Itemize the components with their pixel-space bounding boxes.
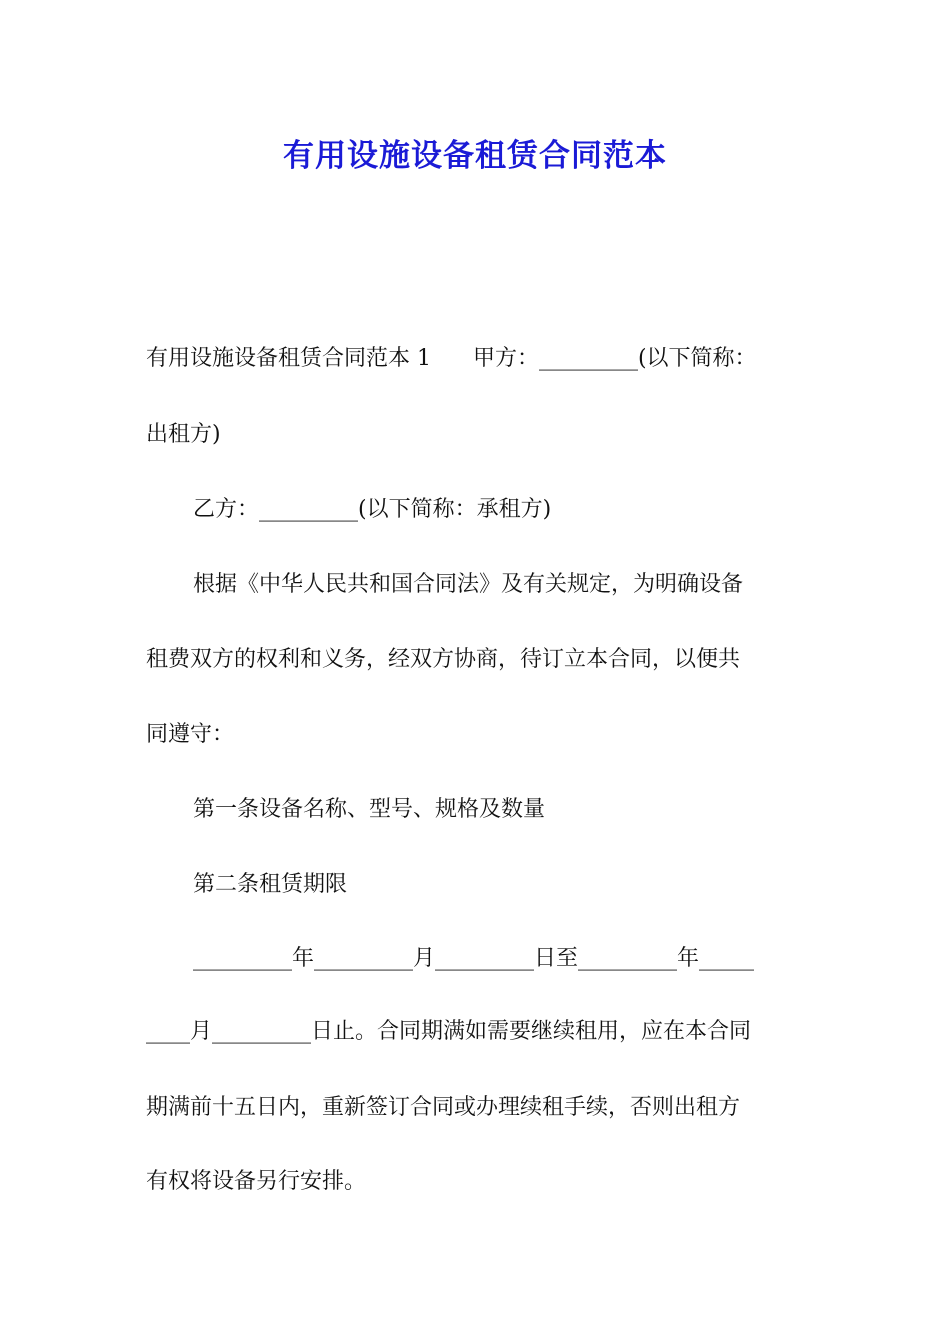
lease-period-line-3: 期满前十五日内，重新签订合同或办理续租手续，否则出租方 xyxy=(146,1095,741,1120)
lease-period-line-1: _________年_________月_________日至_________年_____ xyxy=(193,946,755,971)
article-1-heading: 第一条设备名称、型号、规格及数量 xyxy=(193,797,546,822)
preamble-line-1: 根据《中华人民共和国合同法》及有关规定，为明确设备 xyxy=(193,572,744,597)
contract-intro-line: 有用设施设备租赁合同范本 1 甲方：_________(以下简称： xyxy=(146,346,757,371)
preamble-line-2: 租费双方的权利和义务，经双方协商，待订立本合同，以便共 xyxy=(146,647,741,672)
party-b-line: 乙方：_________(以下简称：承租方) xyxy=(193,497,552,522)
document-title: 有用设施设备租赁合同范本 xyxy=(283,138,667,174)
party-a-continuation: 出租方) xyxy=(146,422,221,447)
lease-period-line-4: 有权将设备另行安排。 xyxy=(146,1169,367,1194)
lease-period-line-2: ____月_________日止。合同期满如需要继续租用，应在本合同 xyxy=(146,1019,752,1044)
preamble-line-3: 同遵守： xyxy=(146,722,235,747)
article-2-heading: 第二条租赁期限 xyxy=(193,872,348,897)
